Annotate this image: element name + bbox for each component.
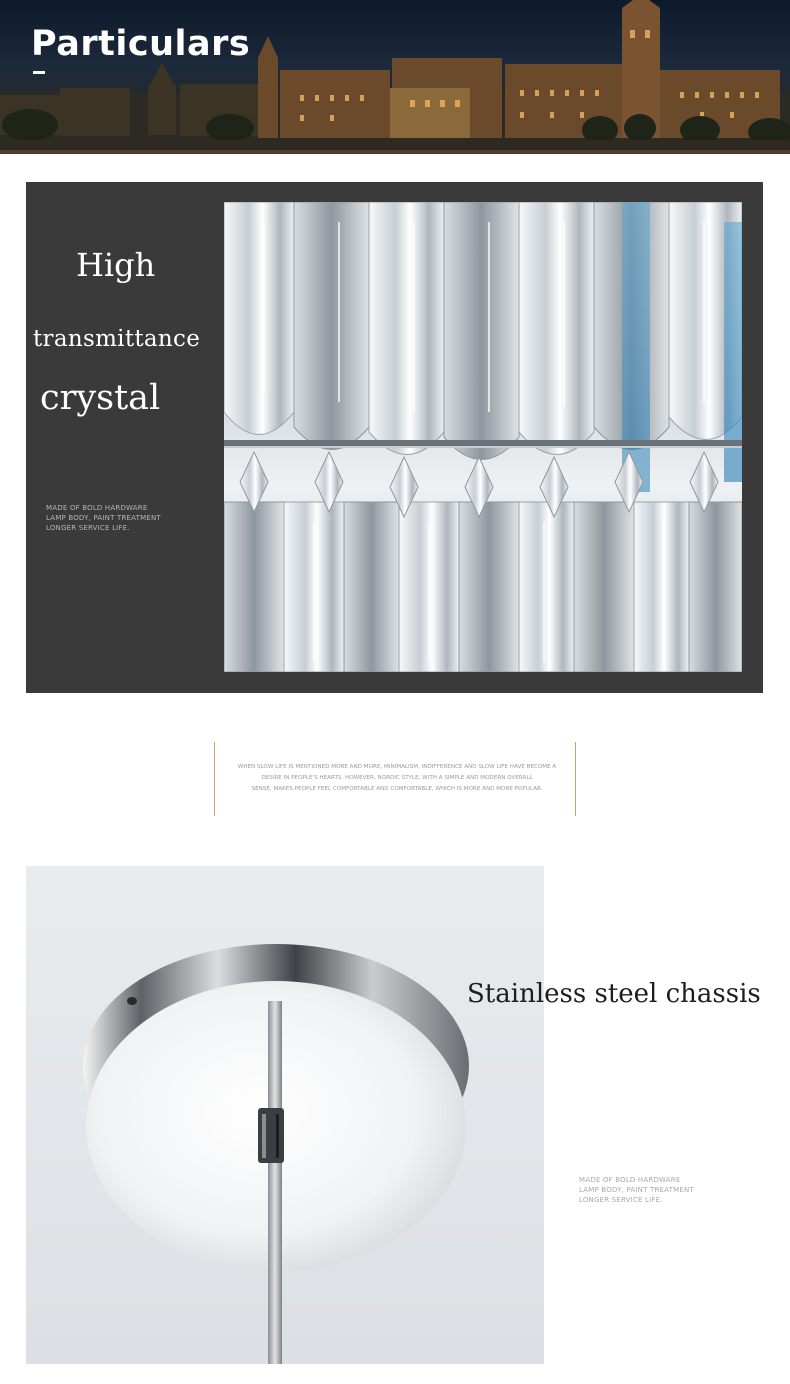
- quote-text: [237, 762, 557, 795]
- chassis-note: [579, 1175, 754, 1205]
- crystal-heading-line2: transmittance: [33, 326, 201, 352]
- crystal-note-line: LAMP BODY, PAINT TREATMENT: [46, 514, 161, 522]
- header-banner: [0, 0, 790, 154]
- quote-line: DESIRE IN PEOPLE'S HEARTS. HOWEVER, NORDIC STYLE, WITH A SIMPLE AND MODERN OVERALL: [261, 775, 533, 781]
- crystal-feature-panel: [26, 182, 763, 693]
- chassis-heading: Stainless steel chassis: [467, 979, 761, 1009]
- crystal-note-line: MADE OF BOLD HARDWARE: [46, 504, 148, 512]
- style-quote: [214, 742, 576, 816]
- crystal-photo: [224, 202, 742, 672]
- quote-line: SENSE, MAKES PEOPLE FEEL COMFORTABLE AND COMFORTABLE, WHICH IS MORE AND MORE POPULAR.: [251, 786, 543, 792]
- title-underline: [33, 71, 45, 74]
- crystal-heading-line1: High: [76, 246, 156, 284]
- chassis-note-line: LAMP BODY, PAINT TREATMENT: [579, 1186, 694, 1194]
- crystal-chandelier-image: [224, 202, 742, 672]
- crystal-note: [46, 503, 221, 533]
- steel-canopy-image: [26, 866, 544, 1364]
- crystal-note-line: LONGER SERVICE LIFE.: [46, 524, 130, 532]
- chassis-note-line: LONGER SERVICE LIFE.: [579, 1196, 663, 1204]
- page-title: Particulars: [31, 24, 251, 64]
- crystal-heading-line3: crystal: [40, 378, 161, 418]
- quote-line: WHEN SLOW LIFE IS MENTIONED MORE AND MORE, MINIMALISM, INDIFFERENCE AND SLOW LIFE HAVE BECOME A: [237, 764, 557, 770]
- chassis-photo: [26, 866, 544, 1364]
- chassis-note-line: MADE OF BOLD HARDWARE: [579, 1176, 681, 1184]
